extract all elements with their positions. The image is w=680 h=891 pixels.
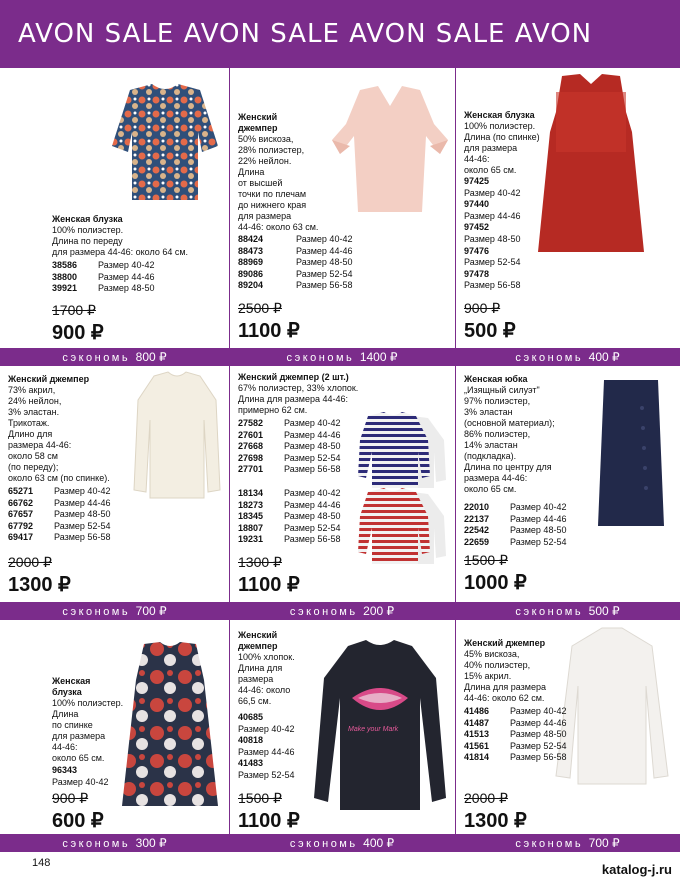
- product-description: [464, 110, 540, 176]
- article-code: 39921: [52, 283, 78, 294]
- product-cell: [229, 366, 455, 602]
- description-line: по спинке: [52, 720, 93, 730]
- article-code: 27601: [238, 429, 264, 440]
- article-code: 18807: [238, 522, 264, 533]
- size-code-row: [464, 176, 522, 188]
- article-code: 96343: [52, 765, 78, 775]
- description-line: Длина по центру для: [464, 462, 552, 472]
- size-label: Размер 56-58: [296, 280, 353, 291]
- description-line: Длина (по спинке): [464, 132, 540, 142]
- savings-bar: [0, 834, 680, 852]
- article-code: Размер 48-50: [464, 233, 521, 244]
- site-link[interactable]: katalog-j.ru: [601, 862, 672, 877]
- article-code: 67657: [8, 509, 34, 520]
- description-line: 24% нейлон,: [8, 396, 62, 406]
- size-code-list: [238, 488, 340, 546]
- article-code: 27668: [238, 441, 264, 452]
- savings-amount: 700 ₽: [588, 836, 620, 850]
- white-jumper-image: [552, 626, 672, 791]
- sale-price: 1000 ₽: [464, 572, 527, 594]
- size-code-row: [238, 234, 352, 246]
- red-striped-jumper-image: [358, 486, 448, 571]
- product-description: [8, 374, 110, 484]
- size-label: Размер 56-58: [284, 464, 341, 475]
- savings-word: сэкономь: [515, 606, 584, 618]
- description-line: 14% эластан: [464, 440, 518, 450]
- size-code-row: [464, 706, 566, 718]
- article-code: 41513: [464, 729, 490, 740]
- size-label: Размер 52-54: [284, 522, 341, 533]
- article-code: Размер 40-42: [464, 187, 521, 198]
- size-label: Размер 52-54: [510, 740, 567, 751]
- size-code-row: [238, 269, 352, 281]
- description-line: около 58 см: [8, 451, 58, 461]
- size-label: Размер 44-46: [284, 499, 341, 510]
- size-code-row: [238, 441, 340, 453]
- description-line: Длина для размера 44-46:: [238, 394, 348, 404]
- article-code: 97452: [464, 222, 490, 233]
- description-line: 100% полиэстер.: [464, 121, 536, 131]
- description-line: 44-46:: [52, 742, 78, 752]
- savings-word: сэкономь: [286, 352, 355, 364]
- description-line: Длина для: [238, 663, 283, 673]
- description-line: 3% эластан: [464, 407, 513, 417]
- sale-price: 1100 ₽: [238, 574, 300, 596]
- sale-price: 1100 ₽: [238, 320, 300, 342]
- article-code: 22659: [464, 536, 490, 547]
- savings-bar: [0, 348, 680, 366]
- navy-skirt-image: [596, 378, 666, 533]
- size-label: Размер 40-42: [54, 486, 111, 496]
- product-cell: [0, 620, 229, 834]
- description-line: около 63 см (по спинке).: [8, 473, 110, 483]
- size-code-row: [464, 234, 522, 246]
- size-code-row: [464, 257, 522, 269]
- size-code-row: [464, 525, 566, 537]
- size-code-row: [464, 741, 566, 753]
- product-cell: [455, 68, 680, 348]
- description-line: джемпер: [238, 123, 278, 133]
- size-label: Размер 44-46: [510, 513, 567, 524]
- sale-price: 1300 ₽: [464, 810, 527, 832]
- description-line: 44-46: около: [238, 685, 291, 695]
- size-label: Размер 40-42: [510, 706, 567, 716]
- description-line: для размера: [238, 211, 292, 221]
- article-code: 67792: [8, 520, 34, 531]
- size-label: Размер 52-54: [510, 536, 567, 547]
- article-code: Размер 40-42: [52, 776, 109, 787]
- article-code: 18345: [238, 511, 264, 522]
- description-line: Длина для размера: [464, 682, 546, 692]
- article-code: 40818: [238, 735, 264, 746]
- size-label: Размер 48-50: [98, 283, 155, 294]
- article-code: 89086: [238, 268, 264, 279]
- savings-amount: 400 ₽: [588, 350, 620, 364]
- description-line: 66,5 см.: [238, 696, 272, 706]
- size-code-list: [464, 706, 566, 764]
- size-label: Размер 40-42: [284, 488, 341, 498]
- description-line: блузка: [52, 687, 82, 697]
- size-label: Размер 56-58: [510, 752, 567, 763]
- floral-blouse-image: [120, 640, 220, 815]
- size-label: Размер 44-46: [54, 497, 111, 508]
- size-code-row: [464, 269, 522, 281]
- size-label: Размер 44-46: [510, 717, 567, 728]
- description-line: 100% хлопок.: [238, 652, 295, 662]
- size-code-row: [238, 257, 352, 269]
- article-code: 97476: [464, 245, 490, 256]
- description-line: джемпер: [238, 641, 278, 651]
- article-code: 41561: [464, 740, 490, 751]
- savings-label: [229, 348, 455, 366]
- size-code-list: [52, 765, 110, 788]
- size-code-row: [464, 752, 566, 764]
- sale-price: 900 ₽: [52, 322, 104, 344]
- description-line: 86% полиэстер,: [464, 429, 531, 439]
- size-label: Размер 40-42: [98, 260, 155, 270]
- description-line: 67% полиэстер, 33% хлопок.: [238, 383, 359, 393]
- sale-price: 500 ₽: [464, 320, 516, 342]
- description-line: „Изящный силуэт": [464, 385, 540, 395]
- size-code-list: [238, 712, 296, 782]
- article-code: 27701: [238, 464, 264, 475]
- size-label: Размер 52-54: [296, 268, 353, 279]
- description-line: 45% вискоза,: [464, 649, 520, 659]
- savings-amount: 1400 ₽: [359, 350, 398, 364]
- article-code: 41483: [238, 758, 264, 769]
- article-code: 69417: [8, 532, 34, 543]
- savings-word: сэкономь: [62, 838, 131, 850]
- description-line: 22% нейлон.: [238, 156, 292, 166]
- size-code-row: [52, 765, 110, 777]
- product-title: Женский джемпер: [8, 374, 90, 384]
- old-price: 2000 ₽: [8, 554, 52, 570]
- savings-word: сэкономь: [515, 352, 584, 364]
- article-code: Размер 44-46: [464, 210, 521, 221]
- size-code-row: [464, 246, 522, 258]
- description-line: 44-46: около 62 см.: [464, 693, 545, 703]
- size-label: Размер 44-46: [296, 245, 353, 256]
- article-code: 88969: [238, 257, 264, 268]
- size-code-row: [464, 514, 566, 526]
- description-line: около 65 см.: [464, 484, 517, 494]
- old-price: 900 ₽: [464, 300, 501, 316]
- pink-jumper-image: [330, 84, 450, 219]
- size-code-row: [238, 500, 340, 512]
- size-label: Размер 40-42: [510, 502, 567, 512]
- size-code-row: [464, 502, 566, 514]
- article-code: 18273: [238, 499, 264, 510]
- size-label: Размер 48-50: [54, 509, 111, 520]
- savings-label: [455, 348, 680, 366]
- size-code-row: [238, 464, 340, 476]
- savings-amount: 400 ₽: [363, 836, 395, 850]
- description-line: (основной материал);: [464, 418, 555, 428]
- size-label: Размер 52-54: [284, 452, 341, 463]
- size-label: Размер 56-58: [284, 534, 341, 545]
- size-code-row: [464, 729, 566, 741]
- article-code: Размер 44-46: [238, 746, 295, 757]
- description-line: 44-46:: [464, 154, 490, 164]
- product-title: Женская: [52, 676, 91, 686]
- product-title: Женская блузка: [464, 110, 535, 120]
- savings-amount: 500 ₽: [588, 604, 620, 618]
- size-label: Размер 40-42: [284, 418, 341, 428]
- description-line: около 65 см.: [464, 165, 517, 175]
- savings-word: сэкономь: [62, 606, 131, 618]
- savings-bar: [0, 602, 680, 620]
- size-code-row: [238, 430, 340, 442]
- size-code-row: [238, 747, 296, 759]
- size-label: Размер 40-42: [296, 234, 353, 244]
- size-code-row: [238, 534, 340, 546]
- product-cell: [229, 620, 455, 834]
- description-line: 28% полиэстер,: [238, 145, 305, 155]
- product-description: [464, 374, 555, 495]
- size-code-row: [464, 718, 566, 730]
- description-line: Длино для: [8, 429, 53, 439]
- product-description: [464, 638, 546, 704]
- product-title: Женский джемпер (2 шт.): [238, 372, 349, 382]
- sweatshirt-print-text: Make your Mark: [348, 726, 399, 733]
- size-code-row: [8, 532, 110, 544]
- description-line: размера 44-46:: [464, 473, 528, 483]
- description-line: 50% вискоза,: [238, 134, 294, 144]
- savings-label: [0, 602, 229, 620]
- size-label: Размер 52-54: [54, 520, 111, 531]
- old-price: 1700 ₽: [52, 302, 96, 318]
- product-cell: [455, 366, 680, 602]
- article-code: 38800: [52, 271, 78, 282]
- sale-banner: AVON SALE AVON SALE AVON SALE AVON: [0, 0, 680, 68]
- savings-amount: 800 ₽: [135, 350, 167, 364]
- product-title: Женская юбка: [464, 374, 528, 384]
- size-code-row: [8, 521, 110, 533]
- description-line: 73% акрил,: [8, 385, 56, 395]
- old-price: 1300 ₽: [238, 554, 282, 570]
- description-line: Длина: [238, 167, 265, 177]
- size-code-row: [238, 418, 340, 430]
- size-code-row: [464, 222, 522, 234]
- article-code: Размер 52-54: [464, 257, 521, 268]
- product-cell: [455, 620, 680, 834]
- size-code-row: [464, 188, 522, 200]
- size-label: Размер 56-58: [54, 532, 111, 543]
- product-description: [238, 112, 318, 233]
- description-line: для размера: [52, 731, 106, 741]
- savings-word: сэкономь: [289, 838, 358, 850]
- description-line: (подкладка).: [464, 451, 517, 461]
- article-code: 88473: [238, 245, 264, 256]
- description-line: около 65 см.: [52, 753, 105, 763]
- description-line: до нижнего края: [238, 200, 307, 210]
- description-line: точки по плечам: [238, 189, 307, 199]
- old-price: 2500 ₽: [238, 300, 282, 316]
- size-code-list: [8, 486, 110, 544]
- product-description: [238, 630, 295, 707]
- cream-jumper-image: [132, 370, 222, 505]
- size-label: Размер 48-50: [510, 525, 567, 536]
- size-code-row: [238, 523, 340, 535]
- size-code-row: [238, 453, 340, 465]
- savings-amount: 700 ₽: [135, 604, 167, 618]
- product-description: [52, 676, 123, 764]
- old-price: 1500 ₽: [238, 790, 282, 806]
- description-line: 15% акрил.: [464, 671, 512, 681]
- product-description: [238, 372, 358, 416]
- article-code: 27698: [238, 452, 264, 463]
- sale-price: 1300 ₽: [8, 574, 71, 596]
- savings-word: сэкономь: [289, 606, 358, 618]
- article-code: 66762: [8, 497, 34, 508]
- old-price: 900 ₽: [52, 790, 89, 806]
- description-line: примерно 62 см.: [238, 405, 308, 415]
- savings-label: [455, 834, 680, 852]
- article-code: 18134: [238, 488, 264, 498]
- sale-price: 1100 ₽: [238, 810, 300, 832]
- description-line: Длина по переду: [52, 236, 123, 246]
- size-code-row: [238, 511, 340, 523]
- page-number: 148: [32, 857, 51, 869]
- description-line: 100% полиэстер.: [52, 698, 124, 708]
- savings-label: [229, 834, 455, 852]
- savings-label: [0, 834, 229, 852]
- size-code-row: [8, 486, 110, 498]
- description-line: 100% полиэстер.: [52, 225, 124, 235]
- savings-label: [229, 602, 455, 620]
- old-price: 2000 ₽: [464, 790, 508, 806]
- size-label: Размер 48-50: [284, 441, 341, 452]
- size-code-row: [238, 246, 352, 258]
- article-code: 19231: [238, 534, 264, 545]
- size-label: Размер 44-46: [98, 271, 155, 282]
- size-code-list: [464, 176, 522, 292]
- size-code-row: [464, 280, 522, 292]
- size-code-list: [238, 418, 340, 476]
- article-code: 22137: [464, 513, 490, 524]
- description-line: для размера 44-46: около 64 см.: [52, 247, 189, 257]
- savings-amount: 200 ₽: [363, 604, 395, 618]
- description-line: (по переду);: [8, 462, 59, 472]
- size-label: Размер 48-50: [284, 511, 341, 522]
- sale-price: 600 ₽: [52, 810, 104, 832]
- old-price: 1500 ₽: [464, 552, 508, 568]
- article-code: Размер 40-42: [238, 723, 295, 734]
- product-title: Женская блузка: [52, 214, 123, 224]
- article-code: 41487: [464, 717, 490, 728]
- size-label: Размер 48-50: [510, 729, 567, 740]
- savings-word: сэкономь: [62, 352, 131, 364]
- savings-word: сэкономь: [515, 838, 584, 850]
- article-code: Размер 56-58: [464, 280, 521, 291]
- savings-amount: 300 ₽: [135, 836, 167, 850]
- description-line: 44-46: около 63 см.: [238, 222, 319, 232]
- article-code: 97440: [464, 199, 490, 210]
- article-code: 41814: [464, 752, 490, 763]
- size-code-row: [8, 509, 110, 521]
- size-code-row: [464, 211, 522, 223]
- size-label: Размер 48-50: [296, 257, 353, 268]
- article-code: 27582: [238, 418, 264, 428]
- size-code-row: [464, 537, 566, 549]
- product-title: Женский: [238, 112, 278, 122]
- red-blouse-image: [536, 72, 646, 267]
- size-label: Размер 44-46: [284, 429, 341, 440]
- size-code-list: [238, 234, 352, 292]
- size-code-row: [238, 770, 296, 782]
- article-code: 97425: [464, 176, 490, 186]
- article-code: Размер 52-54: [238, 769, 295, 780]
- description-line: от высшей: [238, 178, 283, 188]
- article-code: 22542: [464, 525, 490, 536]
- article-code: 38586: [52, 260, 78, 270]
- article-code: 88424: [238, 234, 264, 244]
- size-code-row: [238, 724, 296, 736]
- size-code-list: [464, 502, 566, 548]
- size-code-list: [52, 260, 154, 295]
- size-code-row: [238, 735, 296, 747]
- paisley-blouse-image: [110, 82, 220, 207]
- description-line: Трикотаж.: [8, 418, 50, 428]
- description-line: 3% эластан.: [8, 407, 60, 417]
- description-line: Длина: [52, 709, 79, 719]
- product-cell: [0, 366, 229, 602]
- size-code-row: [238, 488, 340, 500]
- savings-label: [0, 348, 229, 366]
- description-line: 97% полиэстер,: [464, 396, 531, 406]
- description-line: размера: [238, 674, 274, 684]
- savings-label: [455, 602, 680, 620]
- size-code-row: [52, 283, 154, 295]
- size-code-row: [464, 199, 522, 211]
- article-code: 89204: [238, 280, 264, 291]
- article-code: 65271: [8, 486, 34, 496]
- size-code-row: [238, 280, 352, 292]
- product-title: Женский джемпер: [464, 638, 546, 648]
- size-code-row: [52, 260, 154, 272]
- article-code: 22010: [464, 502, 490, 512]
- description-line: для размера: [464, 143, 518, 153]
- size-code-row: [52, 777, 110, 789]
- size-code-row: [238, 712, 296, 724]
- article-code: 97478: [464, 268, 490, 279]
- size-code-row: [238, 758, 296, 770]
- article-code: 40685: [238, 712, 264, 722]
- size-code-row: [8, 498, 110, 510]
- size-code-row: [52, 272, 154, 284]
- product-cell: [229, 68, 455, 348]
- navy-striped-jumper-image: [358, 410, 448, 495]
- article-code: 41486: [464, 706, 490, 716]
- product-cell: [0, 68, 229, 348]
- description-line: размера 44-46:: [8, 440, 72, 450]
- product-title: Женский: [238, 630, 278, 640]
- description-line: 40% полиэстер,: [464, 660, 531, 670]
- product-description: [52, 214, 188, 258]
